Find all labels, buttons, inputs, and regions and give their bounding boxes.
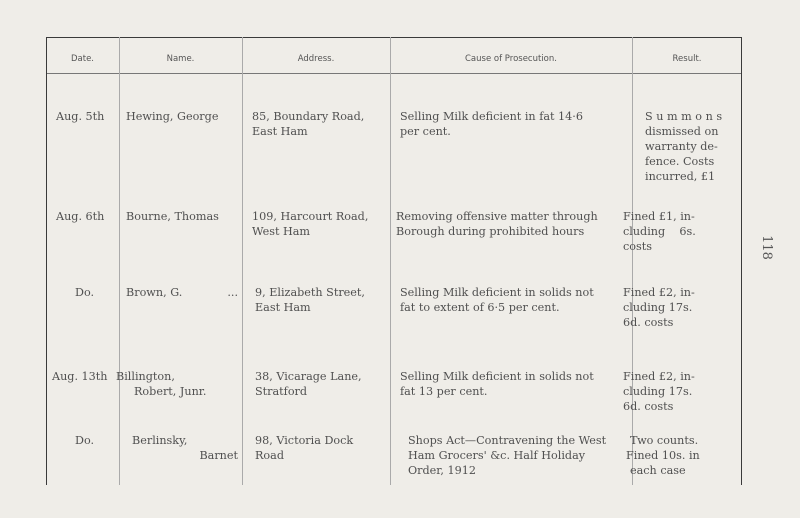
prosecutions-table — [46, 37, 742, 485]
row-5-name: Berlinsky, Barnet — [132, 434, 238, 462]
column-rule-2 — [242, 37, 243, 485]
header-address: Address. — [297, 54, 335, 64]
row-2-name: Bourne, Thomas — [126, 210, 219, 223]
row-3-result: Fined £2, in- cluding 17s. 6d. costs — [623, 286, 695, 329]
column-rule-4 — [632, 37, 633, 485]
row-4-cause: Selling Milk deficient in solids not fat 13 per cent. — [400, 370, 594, 398]
header-name: Name. — [166, 54, 195, 64]
row-5-cause: Shops Act—Contravening the West Ham Grocers' &c. Half Holiday Order, 1912 — [408, 434, 607, 477]
row-3-name: Brown, G. ... — [126, 286, 238, 299]
row-2-result: Fined £1, in- cluding 6s. costs — [623, 210, 696, 253]
table-header-rule — [46, 73, 742, 74]
column-rule-left — [46, 37, 47, 485]
row-5-result: Two counts. Fined 10s. in each case — [626, 434, 700, 477]
row-5-date: Do. — [75, 434, 95, 447]
row-3-date: Do. — [75, 286, 95, 299]
row-1-cause: Selling Milk deficient in fat 14·6 per cent. — [400, 110, 583, 138]
row-2-address: 109, Harcourt Road, West Ham — [252, 210, 369, 238]
table-top-rule — [46, 37, 742, 38]
row-5-address: 98, Victoria Dock Road — [255, 434, 354, 462]
header-cause: Cause of Prosecution. — [465, 54, 557, 64]
header-result: Result. — [672, 54, 702, 64]
row-2-date: Aug. 6th — [56, 210, 105, 223]
column-rule-3 — [390, 37, 391, 485]
page-number: 118 — [758, 235, 774, 260]
row-3-address: 9, Elizabeth Street, East Ham — [255, 286, 365, 314]
row-4-address: 38, Vicarage Lane, Stratford — [255, 370, 362, 398]
row-3-cause: Selling Milk deficient in solids not fat to extent of 6·5 per cent. — [400, 286, 594, 314]
column-rule-1 — [119, 37, 120, 485]
row-2-cause: Removing offensive matter through Borough during prohibited hours — [396, 210, 598, 238]
header-date: Date. — [70, 54, 95, 64]
row-1-date: Aug. 5th — [56, 110, 105, 123]
row-4-date: Aug. 13th — [52, 370, 108, 383]
row-4-name: Billington, Robert, Junr. — [116, 370, 207, 398]
row-1-name: Hewing, George — [126, 110, 219, 123]
column-rule-right — [741, 37, 742, 485]
row-4-result: Fined £2, in- cluding 17s. 6d. costs — [623, 370, 695, 413]
row-1-result: S u m m o n s dismissed on warranty de- fence. Costs incurred, £1 — [645, 110, 723, 183]
row-1-address: 85, Boundary Road, East Ham — [252, 110, 365, 138]
